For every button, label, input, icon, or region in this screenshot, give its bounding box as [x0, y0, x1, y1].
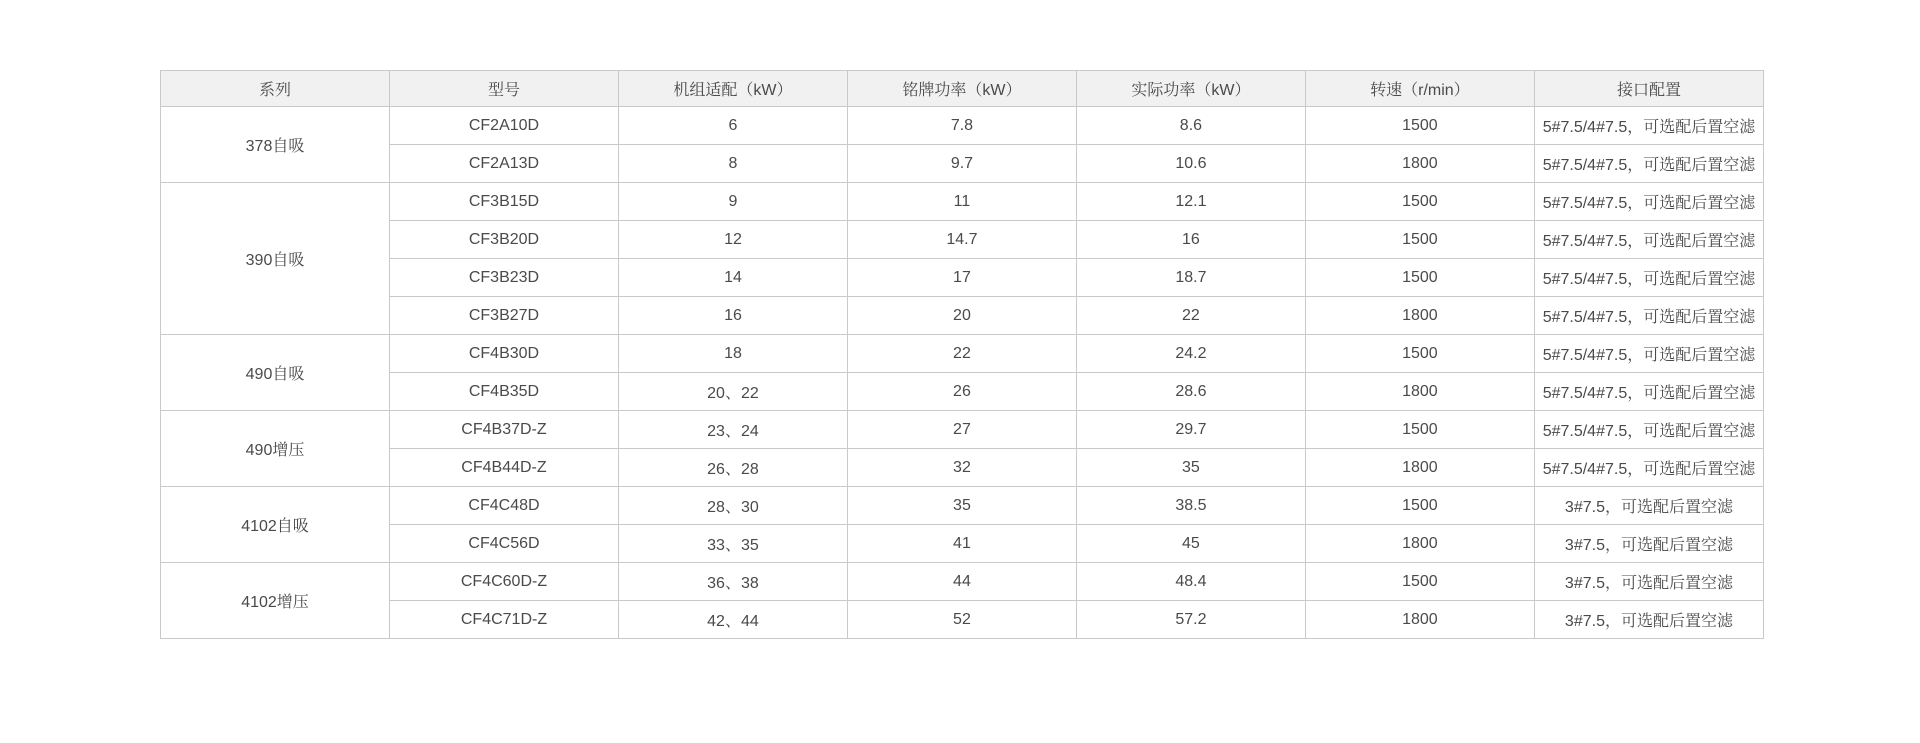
cell-speed-rpm: 1500 — [1305, 107, 1534, 145]
spec-table-body — [161, 107, 1764, 639]
cell-interface-config: 5#7.5/4#7.5，可选配后置空滤 — [1534, 297, 1763, 335]
cell-speed-rpm: 1500 — [1305, 259, 1534, 297]
cell-model: CF2A13D — [389, 145, 618, 183]
cell-actual-power-kw: 24.2 — [1076, 335, 1305, 373]
table-row — [161, 449, 1764, 487]
cell-actual-power-kw: 16 — [1076, 221, 1305, 259]
cell-unit-match-kw: 26、28 — [618, 449, 847, 487]
cell-actual-power-kw: 38.5 — [1076, 487, 1305, 525]
table-row — [161, 107, 1764, 145]
cell-nameplate-power-kw: 20 — [847, 297, 1076, 335]
cell-speed-rpm: 1800 — [1305, 373, 1534, 411]
cell-speed-rpm: 1800 — [1305, 297, 1534, 335]
cell-nameplate-power-kw: 14.7 — [847, 221, 1076, 259]
cell-model: CF4B30D — [389, 335, 618, 373]
cell-interface-config: 5#7.5/4#7.5，可选配后置空滤 — [1534, 335, 1763, 373]
cell-unit-match-kw: 8 — [618, 145, 847, 183]
cell-unit-match-kw: 36、38 — [618, 563, 847, 601]
cell-interface-config: 5#7.5/4#7.5，可选配后置空滤 — [1534, 145, 1763, 183]
cell-speed-rpm: 1500 — [1305, 335, 1534, 373]
cell-series: 4102增压 — [161, 563, 390, 639]
cell-nameplate-power-kw: 27 — [847, 411, 1076, 449]
engine-spec-table — [160, 70, 1764, 639]
cell-model: CF4B35D — [389, 373, 618, 411]
cell-nameplate-power-kw: 35 — [847, 487, 1076, 525]
table-row — [161, 373, 1764, 411]
table-row — [161, 525, 1764, 563]
header-cell-interface-config: 接口配置 — [1534, 71, 1763, 107]
cell-interface-config: 5#7.5/4#7.5，可选配后置空滤 — [1534, 449, 1763, 487]
cell-nameplate-power-kw: 26 — [847, 373, 1076, 411]
cell-interface-config: 3#7.5，可选配后置空滤 — [1534, 563, 1763, 601]
cell-actual-power-kw: 22 — [1076, 297, 1305, 335]
cell-nameplate-power-kw: 52 — [847, 601, 1076, 639]
cell-series: 490增压 — [161, 411, 390, 487]
table-row — [161, 601, 1764, 639]
cell-unit-match-kw: 14 — [618, 259, 847, 297]
spec-table-head — [161, 71, 1764, 107]
table-row — [161, 335, 1764, 373]
cell-interface-config: 5#7.5/4#7.5，可选配后置空滤 — [1534, 221, 1763, 259]
cell-nameplate-power-kw: 7.8 — [847, 107, 1076, 145]
cell-nameplate-power-kw: 17 — [847, 259, 1076, 297]
header-cell-unit-match-kw: 机组适配（kW） — [618, 71, 847, 107]
table-row — [161, 297, 1764, 335]
cell-model: CF3B23D — [389, 259, 618, 297]
cell-actual-power-kw: 48.4 — [1076, 563, 1305, 601]
cell-speed-rpm: 1500 — [1305, 183, 1534, 221]
cell-unit-match-kw: 9 — [618, 183, 847, 221]
cell-interface-config: 5#7.5/4#7.5，可选配后置空滤 — [1534, 411, 1763, 449]
cell-actual-power-kw: 28.6 — [1076, 373, 1305, 411]
cell-interface-config: 3#7.5，可选配后置空滤 — [1534, 601, 1763, 639]
header-cell-model: 型号 — [389, 71, 618, 107]
table-row — [161, 221, 1764, 259]
cell-unit-match-kw: 12 — [618, 221, 847, 259]
cell-unit-match-kw: 42、44 — [618, 601, 847, 639]
cell-actual-power-kw: 45 — [1076, 525, 1305, 563]
cell-interface-config: 3#7.5，可选配后置空滤 — [1534, 525, 1763, 563]
cell-actual-power-kw: 35 — [1076, 449, 1305, 487]
cell-nameplate-power-kw: 11 — [847, 183, 1076, 221]
cell-nameplate-power-kw: 44 — [847, 563, 1076, 601]
cell-interface-config: 5#7.5/4#7.5，可选配后置空滤 — [1534, 107, 1763, 145]
table-row — [161, 145, 1764, 183]
cell-series: 378自吸 — [161, 107, 390, 183]
cell-unit-match-kw: 23、24 — [618, 411, 847, 449]
table-row — [161, 563, 1764, 601]
cell-interface-config: 5#7.5/4#7.5，可选配后置空滤 — [1534, 259, 1763, 297]
cell-nameplate-power-kw: 9.7 — [847, 145, 1076, 183]
cell-model: CF4C56D — [389, 525, 618, 563]
cell-model: CF3B27D — [389, 297, 618, 335]
cell-model: CF4C71D-Z — [389, 601, 618, 639]
header-cell-nameplate-power-kw: 铭牌功率（kW） — [847, 71, 1076, 107]
cell-interface-config: 3#7.5，可选配后置空滤 — [1534, 487, 1763, 525]
cell-speed-rpm: 1500 — [1305, 221, 1534, 259]
cell-unit-match-kw: 33、35 — [618, 525, 847, 563]
cell-nameplate-power-kw: 22 — [847, 335, 1076, 373]
cell-unit-match-kw: 20、22 — [618, 373, 847, 411]
cell-unit-match-kw: 28、30 — [618, 487, 847, 525]
header-cell-speed-rpm: 转速（r/min） — [1305, 71, 1534, 107]
cell-actual-power-kw: 12.1 — [1076, 183, 1305, 221]
cell-model: CF3B20D — [389, 221, 618, 259]
cell-actual-power-kw: 57.2 — [1076, 601, 1305, 639]
cell-actual-power-kw: 18.7 — [1076, 259, 1305, 297]
cell-unit-match-kw: 16 — [618, 297, 847, 335]
cell-series: 490自吸 — [161, 335, 390, 411]
header-cell-series: 系列 — [161, 71, 390, 107]
cell-speed-rpm: 1500 — [1305, 411, 1534, 449]
cell-actual-power-kw: 8.6 — [1076, 107, 1305, 145]
table-row — [161, 183, 1764, 221]
cell-interface-config: 5#7.5/4#7.5，可选配后置空滤 — [1534, 373, 1763, 411]
cell-model: CF4C60D-Z — [389, 563, 618, 601]
cell-series: 390自吸 — [161, 183, 390, 335]
cell-model: CF2A10D — [389, 107, 618, 145]
table-row — [161, 487, 1764, 525]
cell-actual-power-kw: 29.7 — [1076, 411, 1305, 449]
header-cell-actual-power-kw: 实际功率（kW） — [1076, 71, 1305, 107]
table-row — [161, 259, 1764, 297]
cell-nameplate-power-kw: 32 — [847, 449, 1076, 487]
cell-model: CF4B37D-Z — [389, 411, 618, 449]
cell-actual-power-kw: 10.6 — [1076, 145, 1305, 183]
cell-speed-rpm: 1500 — [1305, 563, 1534, 601]
cell-speed-rpm: 1500 — [1305, 487, 1534, 525]
cell-speed-rpm: 1800 — [1305, 449, 1534, 487]
header-row — [161, 71, 1764, 107]
cell-model: CF4C48D — [389, 487, 618, 525]
cell-speed-rpm: 1800 — [1305, 601, 1534, 639]
cell-unit-match-kw: 6 — [618, 107, 847, 145]
cell-nameplate-power-kw: 41 — [847, 525, 1076, 563]
cell-model: CF4B44D-Z — [389, 449, 618, 487]
cell-interface-config: 5#7.5/4#7.5，可选配后置空滤 — [1534, 183, 1763, 221]
table-row — [161, 411, 1764, 449]
cell-speed-rpm: 1800 — [1305, 525, 1534, 563]
cell-speed-rpm: 1800 — [1305, 145, 1534, 183]
cell-model: CF3B15D — [389, 183, 618, 221]
cell-series: 4102自吸 — [161, 487, 390, 563]
cell-unit-match-kw: 18 — [618, 335, 847, 373]
